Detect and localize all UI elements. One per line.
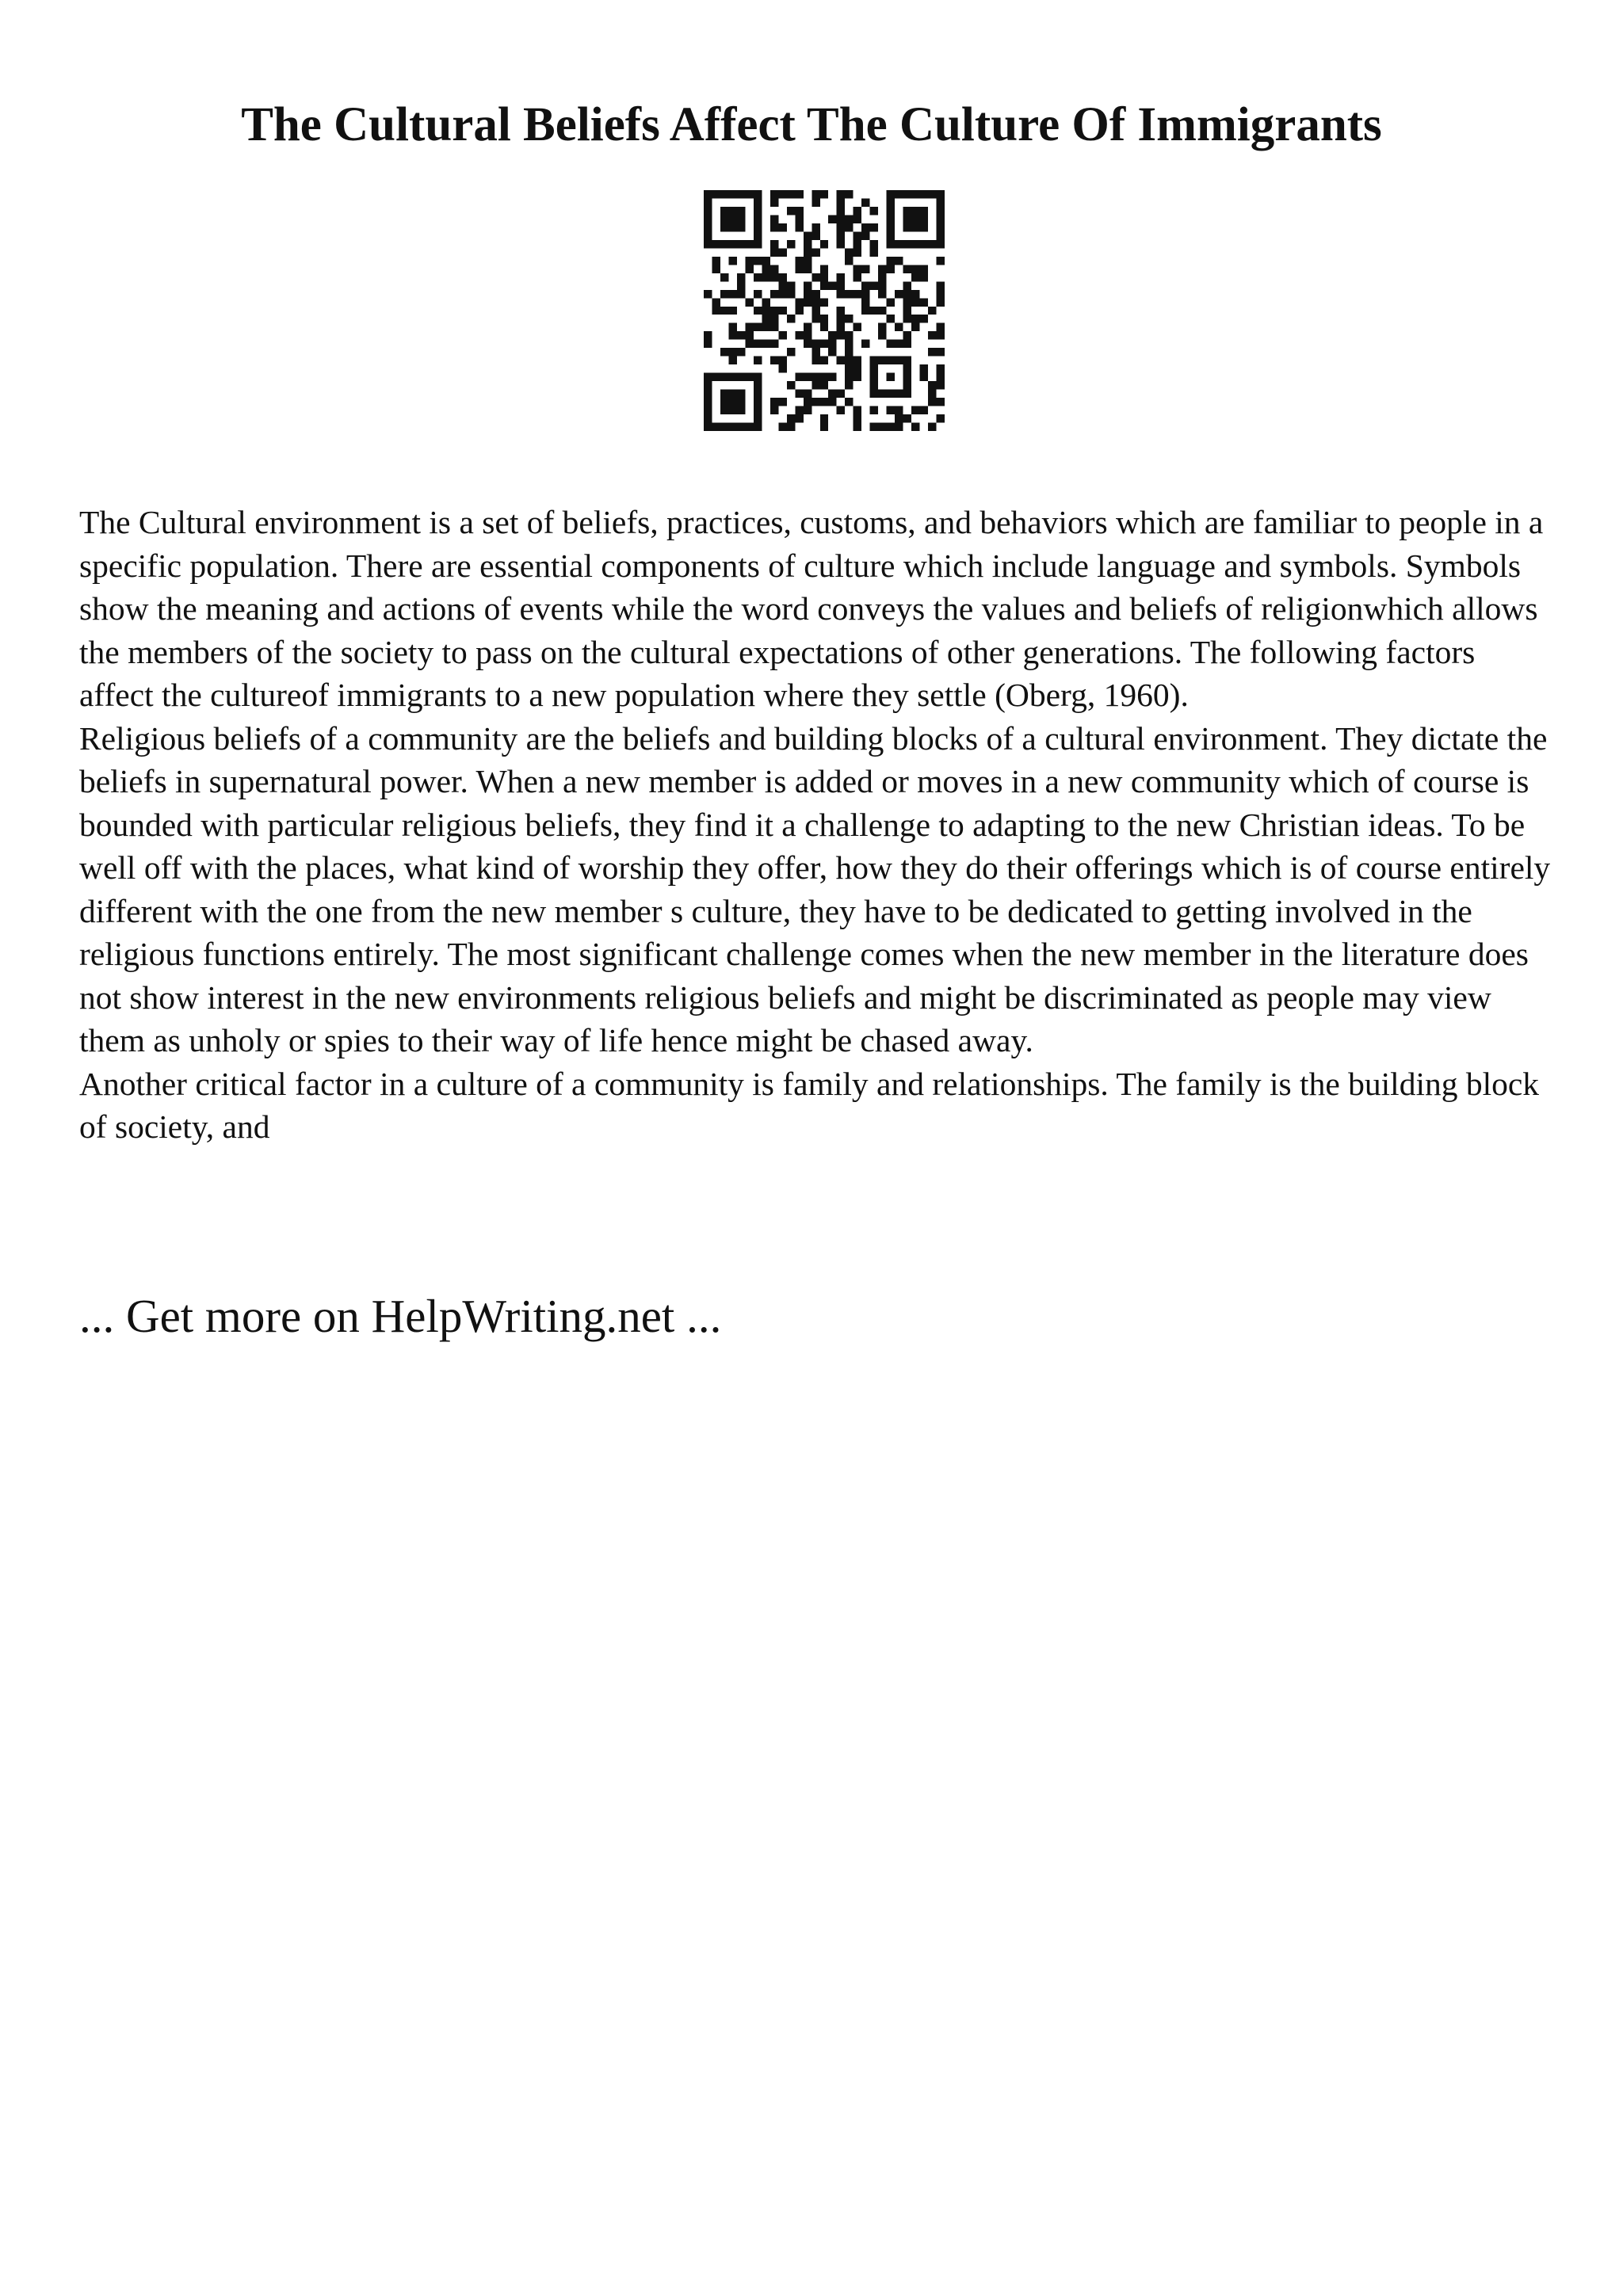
get-more-link[interactable]: ... Get more on HelpWriting.net ...	[79, 1290, 722, 1342]
paragraph-intro: The Cultural environment is a set of beliefs, practices, customs, and behaviors which are familiar to people in a specific population. There are essential components of culture which include language and symbols. Symbols show the meaning and actions of events while the word conveys the values and beliefs of religionwhich allows the members of the society to pass on the cultural expectations of other generations. The following factors affect the cultureof immigrants to a new population where they settle (Oberg, 1960).	[79, 504, 1544, 713]
qr-code-icon	[704, 190, 945, 431]
paragraph-family: Another critical factor in a culture of a community is family and relationships. The family is the building block of society, and	[79, 1065, 1540, 1145]
paragraph-religious-beliefs: Religious beliefs of a community are the beliefs and building blocks of a cultural environment. They dictate the beliefs in supernatural power. When a new member is added or moves in a new community which of course is bounded with particular religious beliefs, they find it a challenge to adapting to the new Christian ideas. To be well off with the places, what kind of worship they offer, how they do their offerings which is of course entirely different with the one from the new member s culture, they have to be dedicated to getting involved in the religious functions entirely. The most significant challenge comes when the new member in the literature does not show interest in the new environments religious beliefs and might be discriminated as people may view them as unholy or spies to their way of life hence might be chased away.	[79, 719, 1551, 1058]
body-text	[79, 501, 1553, 1149]
page-title: The Cultural Beliefs Affect The Culture Of Immigrants	[241, 98, 1382, 151]
